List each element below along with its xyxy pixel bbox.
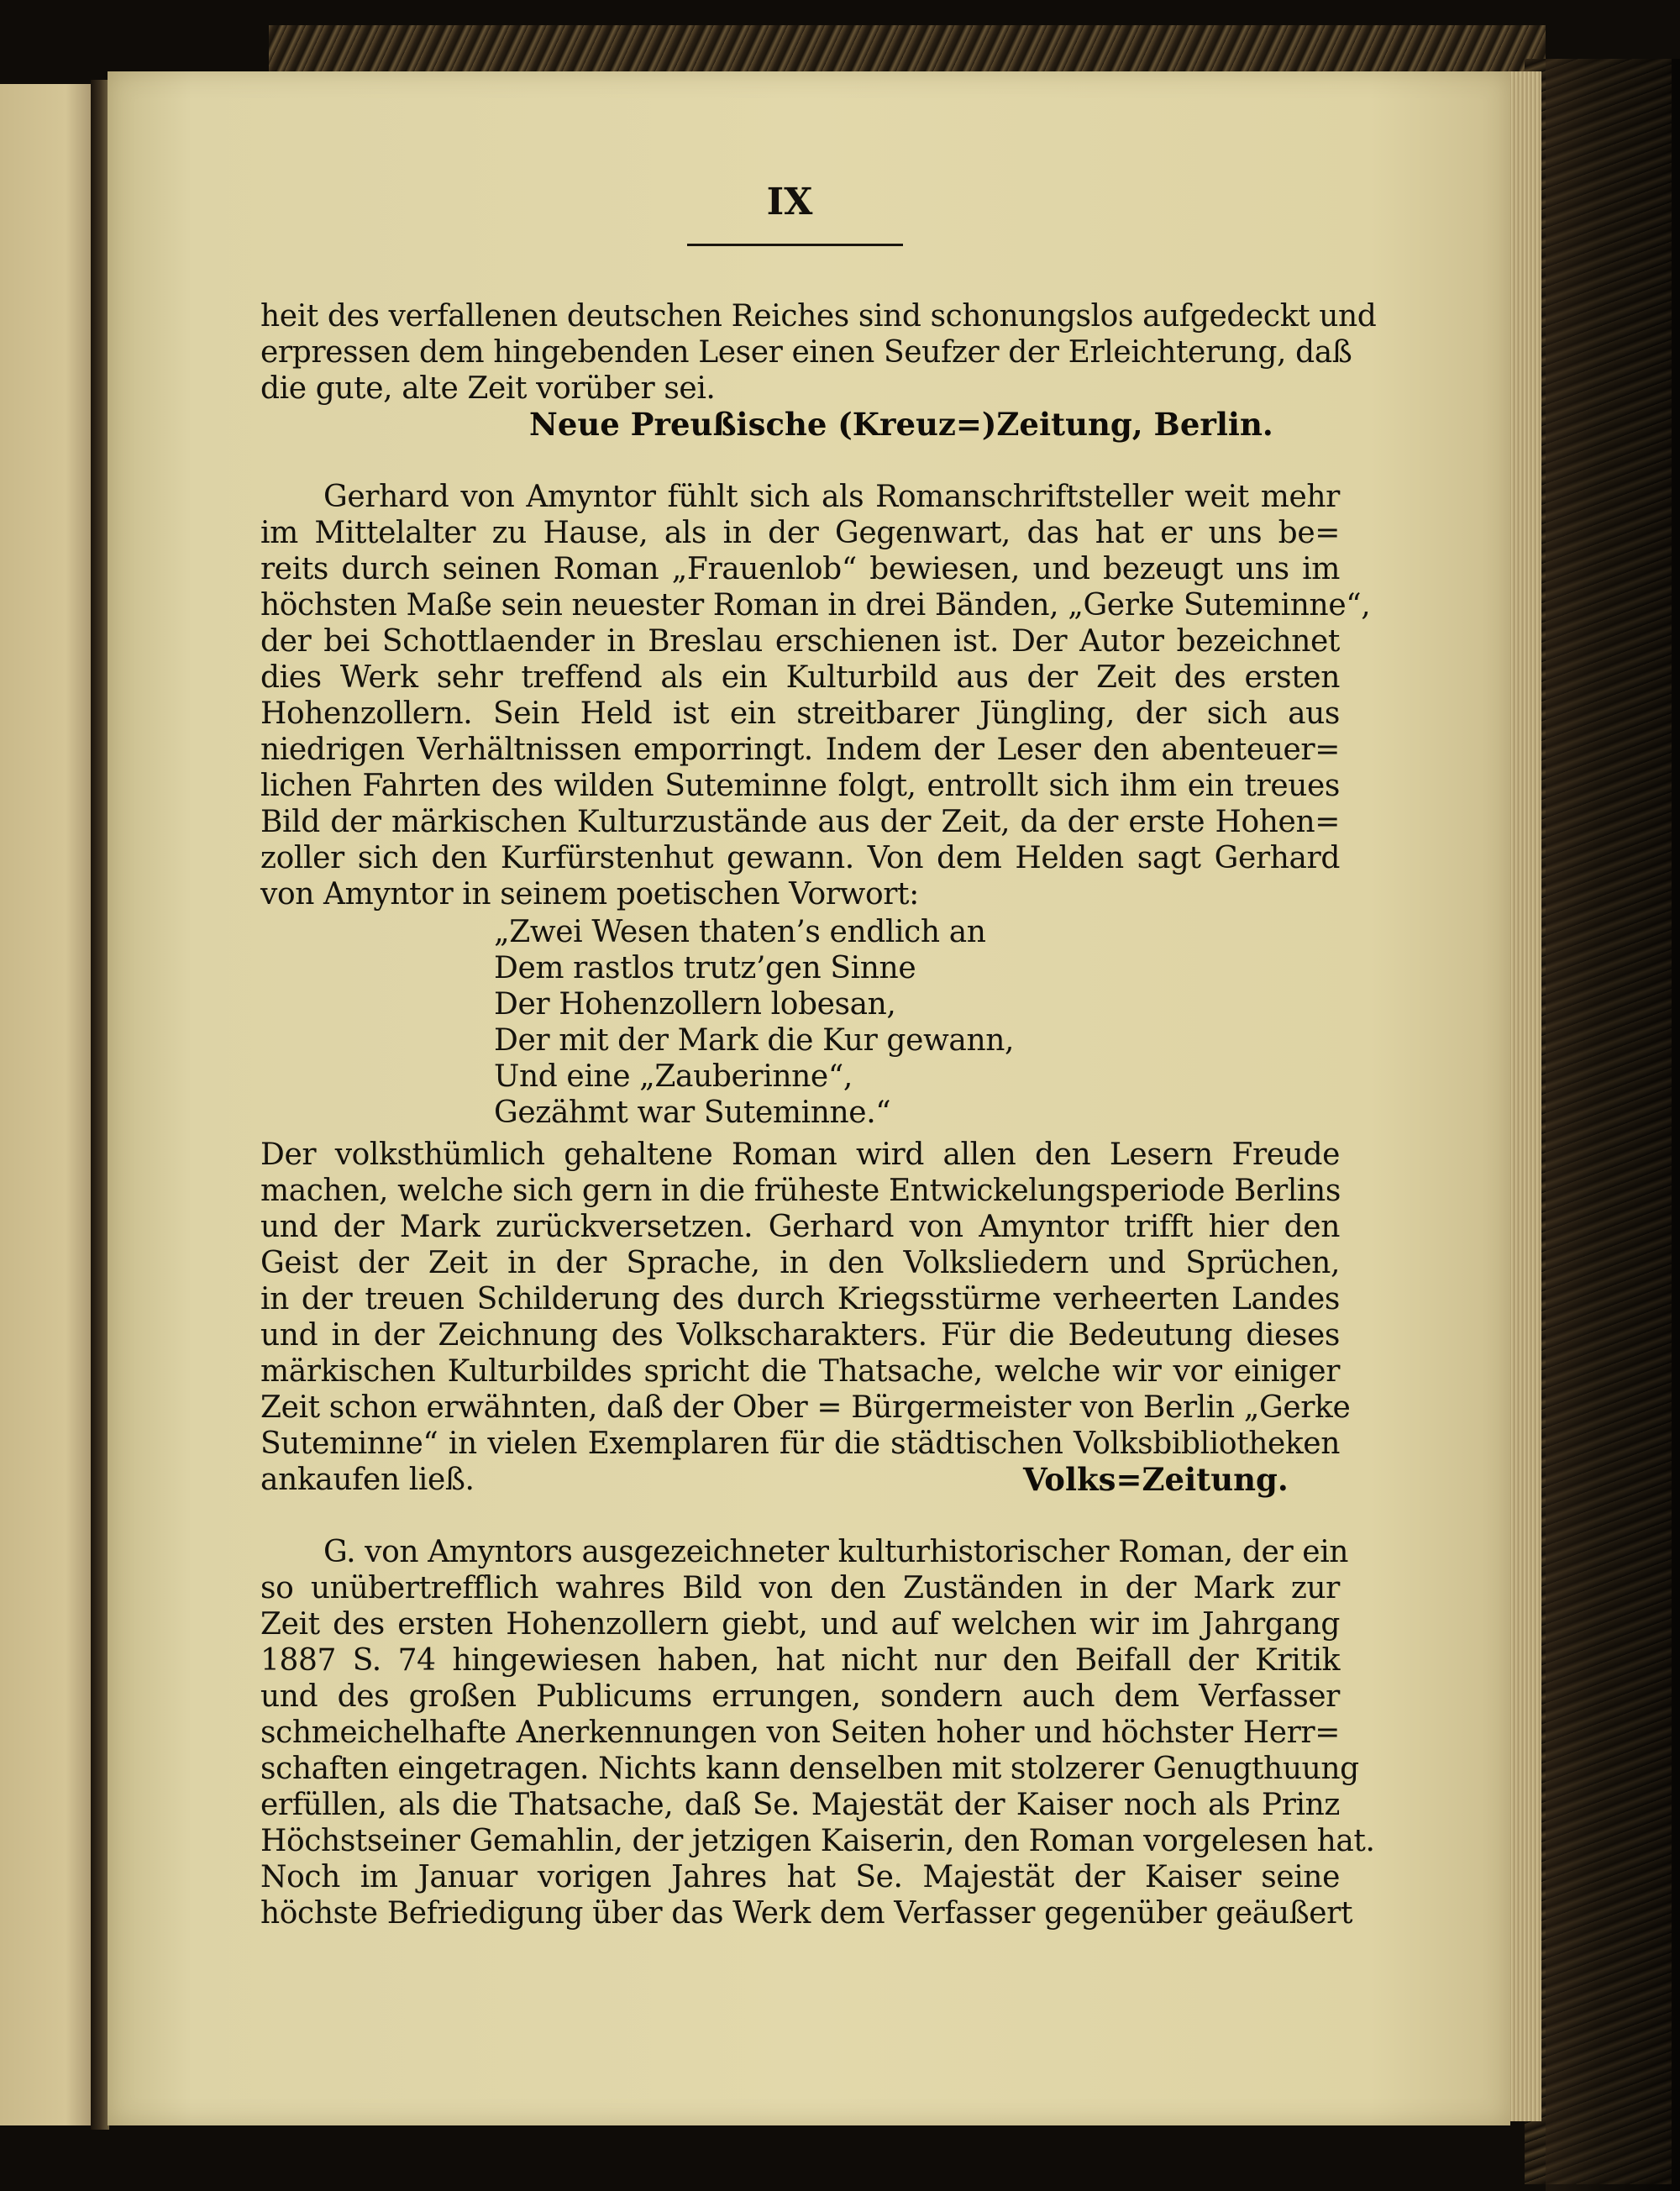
text-line: erpressen dem hingebenden Leser einen Seufzer der Erleichterung, daß — [260, 335, 1352, 370]
text-line: im Mittelalter zu Hause, als in der Gegenwart, das hat er uns be= — [260, 516, 1340, 550]
text-line: Zeit schon erwähnten, daß der Ober = Bürgermeister von Berlin „Gerke — [260, 1390, 1351, 1425]
page-stack-edge — [1508, 71, 1541, 2121]
text-line: Hohenzollern. Sein Held ist ein streitbarer Jüngling, der sich aus — [260, 696, 1340, 731]
text-line: Höchstseiner Gemahlin, der jetzigen Kaiserin, den Roman vorgelesen hat. — [260, 1824, 1375, 1858]
text-line: Noch im Januar vorigen Jahres hat Se. Majestät der Kaiser seine — [260, 1860, 1340, 1894]
text-line: Bild der märkischen Kulturzustände aus der Zeit, da der erste Hohen= — [260, 805, 1340, 839]
text-line: schaften eingetragen. Nichts kann denselben mit stolzerer Genugthuung — [260, 1752, 1359, 1786]
text-line: die gute, alte Zeit vorüber sei. — [260, 371, 716, 406]
text-line: so unübertrefflich wahres Bild von den Zuständen in der Mark zur — [260, 1571, 1340, 1605]
text-line: machen, welche sich gern in die früheste Entwickelungsperiode Berlins — [260, 1174, 1341, 1208]
page-number: IX — [766, 181, 813, 223]
text-line: und in der Zeichnung des Volkscharakters. Für die Bedeutung dieses — [260, 1318, 1340, 1353]
text-line: märkischen Kulturbildes spricht die Thatsache, welche wir vor einiger — [260, 1354, 1340, 1389]
text-line: schmeichelhafte Anerkennungen von Seiten hoher und höchster Herr= — [260, 1715, 1340, 1750]
text-line: lichen Fahrten des wilden Suteminne folgt, entrollt sich ihm ein treues — [260, 769, 1340, 803]
verse-line: Und eine „Zauberinne“, — [494, 1059, 853, 1094]
text-line: von Amyntor in seinem poetischen Vorwort: — [260, 877, 919, 912]
text-line: niedrigen Verhältnissen emporringt. Indem der Leser den abenteuer= — [260, 733, 1340, 767]
facing-page-edge — [0, 84, 94, 2125]
text-line: höchste Befriedigung über das Werk dem Verfasser gegenüber geäußert — [260, 1896, 1353, 1931]
text-line: Der volksthümlich gehaltene Roman wird allen den Lesern Freude — [260, 1138, 1340, 1172]
verse-line: „Zwei Wesen thaten’s endlich an — [494, 915, 986, 949]
verse-line: Dem rastlos trutz’gen Sinne — [494, 951, 916, 985]
verse-line: Der mit der Mark die Kur gewann, — [494, 1023, 1015, 1058]
text-line: erfüllen, als die Thatsache, daß Se. Majestät der Kaiser noch als Prinz — [260, 1788, 1340, 1822]
text-line: dies Werk sehr treffend als ein Kulturbild aus der Zeit des ersten — [260, 660, 1340, 695]
text-line: Zeit des ersten Hohenzollern giebt, und auf welchen wir im Jahrgang — [260, 1607, 1340, 1642]
text-line: der bei Schottlaender in Breslau erschienen ist. Der Autor bezeichnet — [260, 624, 1340, 659]
source-attribution-kreuzzeitung: Neue Preußische (Kreuz=)Zeitung, Berlin. — [529, 406, 1273, 443]
verse-line: Gezähmt war Suteminne.“ — [494, 1096, 891, 1130]
text-line: 1887 S. 74 hingewiesen haben, hat nicht nur den Beifall der Kritik — [260, 1643, 1340, 1678]
text-line: Geist der Zeit in der Sprache, in den Volksliedern und Sprüchen, — [260, 1246, 1340, 1280]
text-line: Gerhard von Amyntor fühlt sich als Romanschriftsteller weit mehr — [323, 480, 1340, 514]
text-line: zoller sich den Kurfürstenhut gewann. Von dem Helden sagt Gerhard — [260, 841, 1340, 875]
page-number-rule — [687, 244, 903, 246]
verse-line: Der Hohenzollern lobesan, — [494, 987, 896, 1022]
text-line: in der treuen Schilderung des durch Kriegsstürme verheerten Landes — [260, 1282, 1340, 1316]
text-line: heit des verfallenen deutschen Reiches sind schonungslos aufgedeckt und — [260, 299, 1377, 334]
text-line: und der Mark zurückversetzen. Gerhard von Amyntor trifft hier den — [260, 1210, 1340, 1244]
text-line: reits durch seinen Roman „Frauenlob“ bewiesen, und bezeugt uns im — [260, 552, 1340, 586]
text-line: ankaufen ließ. — [260, 1463, 475, 1497]
book-cover-edge — [1546, 59, 1680, 2191]
source-attribution-volkszeitung: Volks=Zeitung. — [1023, 1461, 1289, 1498]
book-gutter — [91, 80, 109, 2130]
text-line: höchsten Maße sein neuester Roman in drei Bänden, „Gerke Suteminne“, — [260, 588, 1371, 623]
text-line: und des großen Publicums errungen, sondern auch dem Verfasser — [260, 1679, 1340, 1714]
text-line: G. von Amyntors ausgezeichneter kulturhistorischer Roman, der ein — [323, 1535, 1349, 1569]
text-line: Suteminne“ in vielen Exemplaren für die städtischen Volksbibliotheken — [260, 1427, 1340, 1461]
